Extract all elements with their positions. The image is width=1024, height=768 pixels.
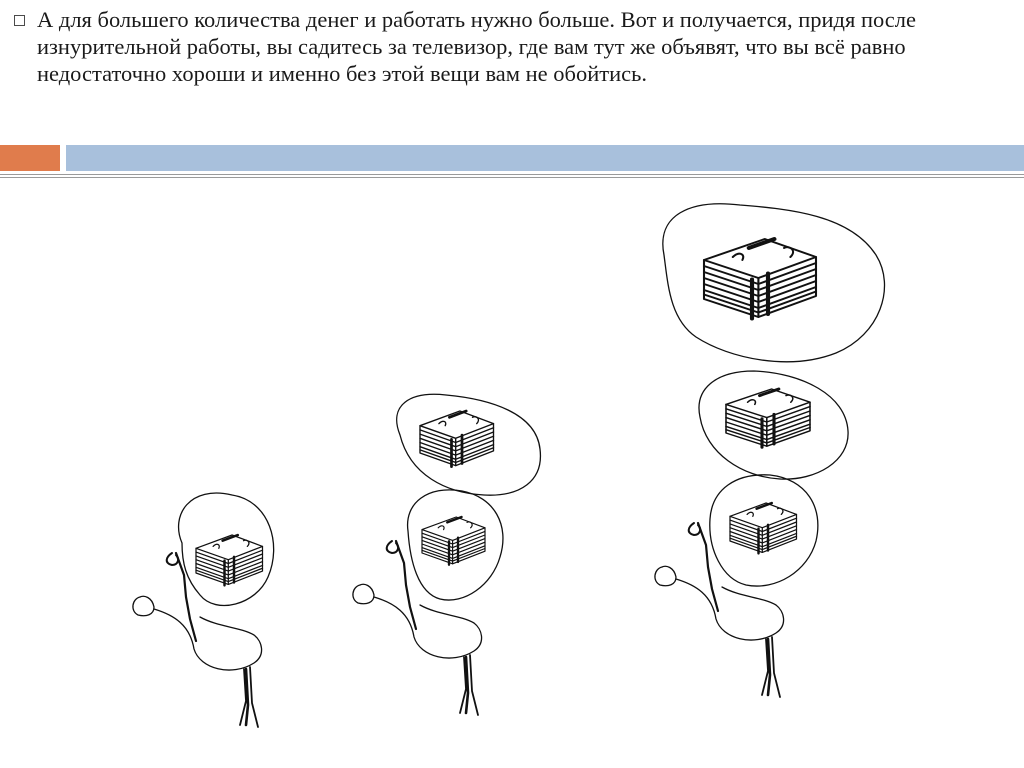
- accent-bar-blue: [66, 145, 1024, 171]
- figure-3: [655, 204, 885, 697]
- illustration-sketch: [0, 185, 1024, 768]
- figure-2: [353, 394, 541, 715]
- text-block: [14, 6, 1004, 87]
- bullet-square-icon: [14, 15, 25, 26]
- divider-line: [0, 177, 1024, 178]
- figure-1: [133, 493, 274, 727]
- divider-line: [0, 174, 1024, 175]
- slide-paragraph: А для большего количества денег и работать нужно больше. Вот и получается, придя после изнурительной работы, вы садитесь за телевизор, где вам тут же объявят, что вы всё равно недостаточно хороши и именно без этой вещи вам не обойтись.: [37, 7, 917, 86]
- accent-bar-orange: [0, 145, 60, 171]
